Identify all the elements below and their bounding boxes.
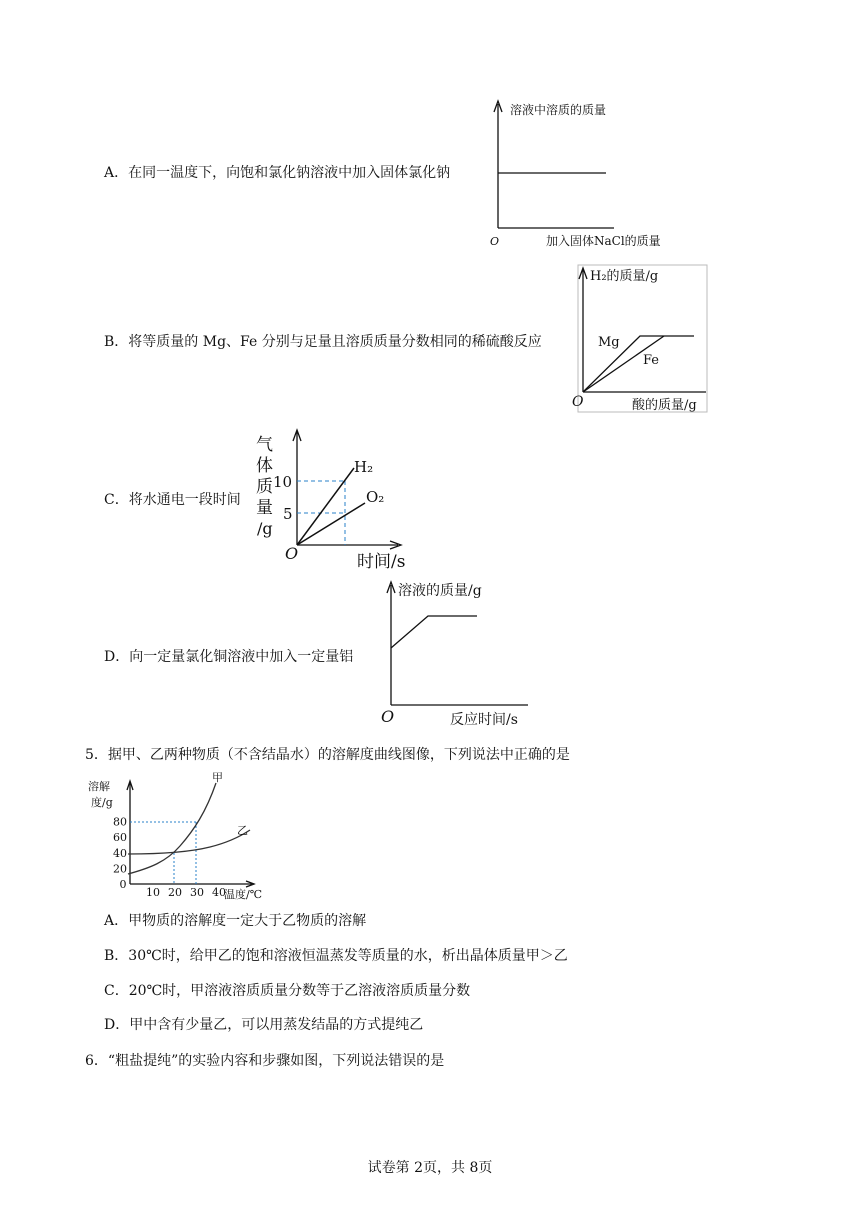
y-axis-label: 溶液中溶质的质量 xyxy=(510,103,607,117)
y-axis-label-line1: 溶解 xyxy=(88,780,110,793)
q5-option-b: B．30℃时，给甲乙的饱和溶液恒温蒸发等质量的水，析出晶体质量甲＞乙 xyxy=(104,948,568,964)
series-jia-curve xyxy=(128,783,216,874)
x-tick-label-20: 20 xyxy=(168,886,182,899)
tick-5: 5 xyxy=(283,505,293,523)
series-mg-label: Mg xyxy=(598,335,620,350)
y-axis-label: 溶液的质量/g xyxy=(398,583,482,599)
series-jia-label: 甲 xyxy=(212,771,223,784)
x-axis-label: 反应时间/s xyxy=(450,712,518,728)
origin-label: O xyxy=(381,707,395,726)
series-yi-curve xyxy=(128,830,250,854)
series-h2-label: H₂ xyxy=(354,458,374,476)
option-a-text: A．在同一温度下，向饱和氯化钠溶液中加入固体氯化钠 xyxy=(104,165,451,181)
series-o2-label: O₂ xyxy=(366,488,385,506)
y-tick-label-0: 0 xyxy=(119,878,127,891)
series-fe-label: Fe xyxy=(643,353,660,368)
y-axis-label-char-2: 体 xyxy=(256,456,273,476)
y-axis-label-char-3: 质 xyxy=(256,477,273,497)
y-tick-label-60: 60 xyxy=(113,831,127,845)
x-axis-label: 酸的质量/g xyxy=(632,398,697,413)
origin-label: O xyxy=(490,235,500,248)
origin-label: O xyxy=(572,394,584,410)
y-axis-label-line2: 度/g xyxy=(91,796,113,809)
y-axis-label-char-1: 气 xyxy=(256,435,273,455)
y-ticks xyxy=(113,816,127,891)
tick-10: 10 xyxy=(273,473,293,491)
q5-option-c: C．20℃时，甲溶液溶质质量分数等于乙溶液溶质质量分数 xyxy=(104,983,471,999)
y-tick-label-40: 40 xyxy=(113,846,127,860)
x-axis-label: 时间/s xyxy=(357,552,406,572)
x-axis-label: 温度/℃ xyxy=(224,888,263,901)
x-tick-label-40: 40 xyxy=(212,886,226,899)
option-c-text: C．将水通电一段时间 xyxy=(104,492,241,508)
question-5-stem: 5．据甲、乙两种物质（不含结晶水）的溶解度曲线图像，下列说法中正确的是 xyxy=(85,747,570,763)
y-axis-label-char-4: 量 xyxy=(256,498,273,518)
origin-label: O xyxy=(285,544,299,563)
y-axis-label-char-5: /g xyxy=(257,519,273,538)
x-tick-label-10: 10 xyxy=(146,886,160,899)
option-b-text: B．将等质量的 Mg、Fe 分别与足量且溶质质量分数相同的稀硫酸反应 xyxy=(104,334,542,350)
series-yi-label: 乙 xyxy=(237,824,248,837)
y-tick-label-20: 20 xyxy=(113,862,127,876)
q5-option-d: D．甲中含有少量乙，可以用蒸发结晶的方式提纯乙 xyxy=(104,1017,424,1033)
x-ticks xyxy=(146,886,226,899)
page-footer: 试卷第 2页，共 8页 xyxy=(367,1160,493,1176)
y-axis-label: H₂的质量/g xyxy=(590,269,659,284)
x-axis-label: 加入固体NaCl的质量 xyxy=(546,234,661,248)
x-tick-label-30: 30 xyxy=(190,886,204,899)
question-6-stem: 6．“粗盐提纯”的实验内容和步骤如图，下列说法错误的是 xyxy=(85,1053,445,1069)
y-tick-label-80: 80 xyxy=(113,815,127,829)
option-d-text: D．向一定量氯化铜溶液中加入一定量铝 xyxy=(104,649,354,665)
q5-option-a: A．甲物质的溶解度一定大于乙物质的溶解 xyxy=(104,913,367,929)
